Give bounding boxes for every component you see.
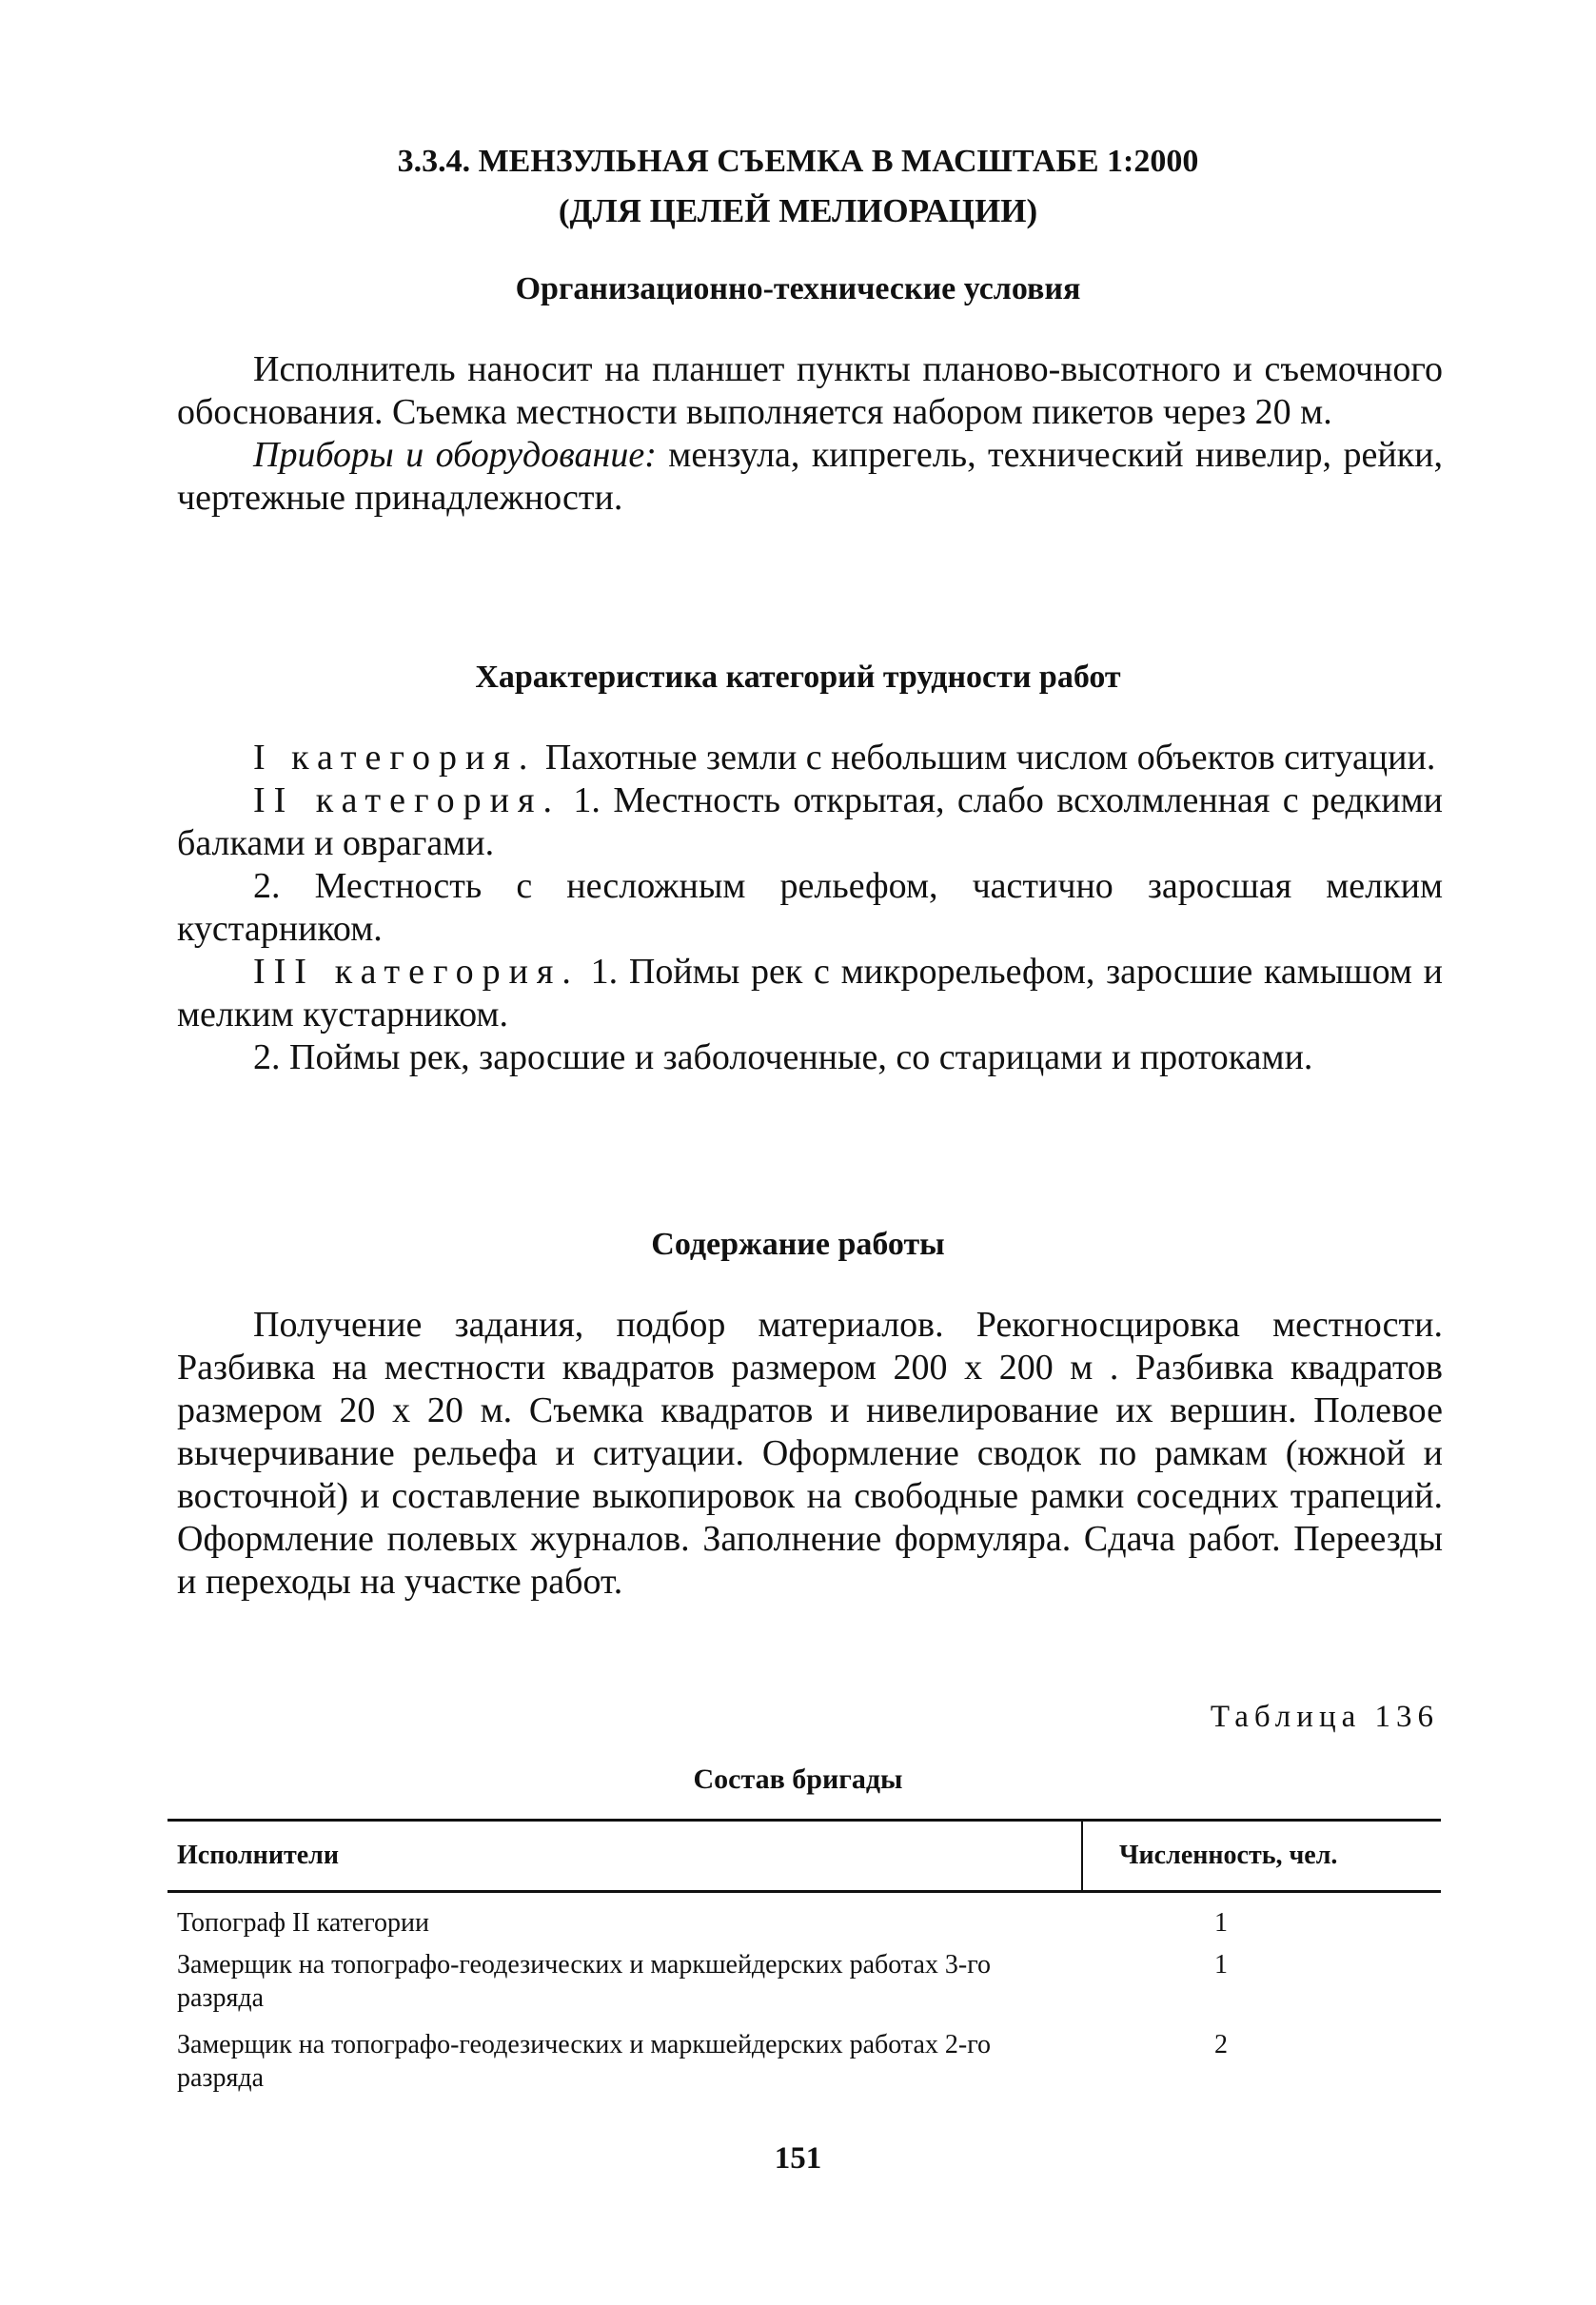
- category-1-label: I категория.: [253, 738, 537, 778]
- page-number: 151: [774, 2141, 822, 2176]
- category-2: [177, 779, 1443, 865]
- category-1-text: Пахотные земли с небольшим числом объектов ситуации.: [536, 738, 1436, 778]
- table-number: Таблица 136: [1210, 1700, 1439, 1734]
- org-conditions-title: Организационно-технические условия: [515, 271, 1081, 306]
- table-header: [167, 1819, 1441, 1893]
- category-2-text-1: 1. Местность открытая, слабо всхолмленная с редкими балками и оврагами.: [177, 780, 1443, 863]
- equipment-label: Приборы и оборудование:: [253, 435, 657, 475]
- category-3-text-1: 1. Поймы рек с микрорельефом, заросшие камышом и мелким кустарником.: [177, 952, 1444, 1034]
- table-row: [167, 2028, 1441, 2108]
- org-paragraph-2: [177, 434, 1443, 520]
- table-row: [167, 1906, 1441, 1948]
- difficulty-categories-title: Характеристика категорий трудности работ: [475, 660, 1121, 695]
- row-performer: Замерщик на топографо-геодезических и маркшейдерских работах 2-го разряда: [177, 2030, 992, 2093]
- row-count: 1: [1214, 1950, 1228, 1980]
- work-content-title: Содержание работы: [651, 1227, 945, 1262]
- row-performer: Замерщик на топографо-геодезических и маркшейдерских работах 3-го разряда: [177, 1950, 992, 2013]
- org-conditions-text: [177, 348, 1443, 520]
- category-3: [177, 951, 1443, 1036]
- section-subheading: (ДЛЯ ЦЕЛЕЙ МЕЛИОРАЦИИ): [558, 192, 1038, 229]
- category-2-label: II категория.: [253, 780, 561, 820]
- category-3-item-2: 2. Поймы рек, заросшие и заболоченные, со старицами и протоками.: [253, 1037, 1313, 1077]
- work-paragraph: Получение задания, подбор материалов. Рекогносцировка местности. Разбивка на местности квадратов размером 200 х 200 м . Разбивка квадратов размером 20 х 20 м. Съемка квадратов и нивелирование их вершин. Полевое вычерчивание рельефа и ситуации. Оформление сводок по рамкам (южной и восточной) и составление выкопировок на свободные рамки соседних трапеций. Оформление полевых журналов. Заполнение формуляра. Сдача работ. Переезды и переходы на участке работ.: [177, 1305, 1443, 1602]
- category-1: [177, 737, 1443, 779]
- section-heading: 3.3.4. МЕНЗУЛЬНАЯ СЪЕМКА В МАСШТАБЕ 1:2000: [397, 144, 1199, 179]
- category-2-item-2: 2. Местность с несложным рельефом, частично заросшая мелким кустарником.: [177, 866, 1443, 949]
- column-header-count: Численность, чел.: [1119, 1841, 1338, 1870]
- row-performer: Топограф II категории: [177, 1908, 429, 1938]
- crew-table: [167, 1819, 1441, 2108]
- column-divider: [1081, 1822, 1083, 1890]
- table-caption: Состав бригады: [693, 1763, 903, 1795]
- org-paragraph-1: Исполнитель наносит на планшет пункты планово-высотного и съемочного обоснования. Съемка местности выполняется набором пикетов через 20 м.: [177, 349, 1443, 432]
- row-count: 2: [1214, 2030, 1228, 2059]
- column-header-performers: Исполнители: [177, 1841, 339, 1870]
- equipment-text: мензула, кипрегель, технический нивелир, рейки, чертежные принадлежности.: [177, 435, 1443, 518]
- row-count: 1: [1214, 1908, 1228, 1938]
- category-3-label: III категория.: [253, 952, 580, 992]
- table-row: [167, 1948, 1441, 2028]
- work-content-text: [177, 1304, 1443, 1604]
- difficulty-categories-text: [177, 737, 1443, 1079]
